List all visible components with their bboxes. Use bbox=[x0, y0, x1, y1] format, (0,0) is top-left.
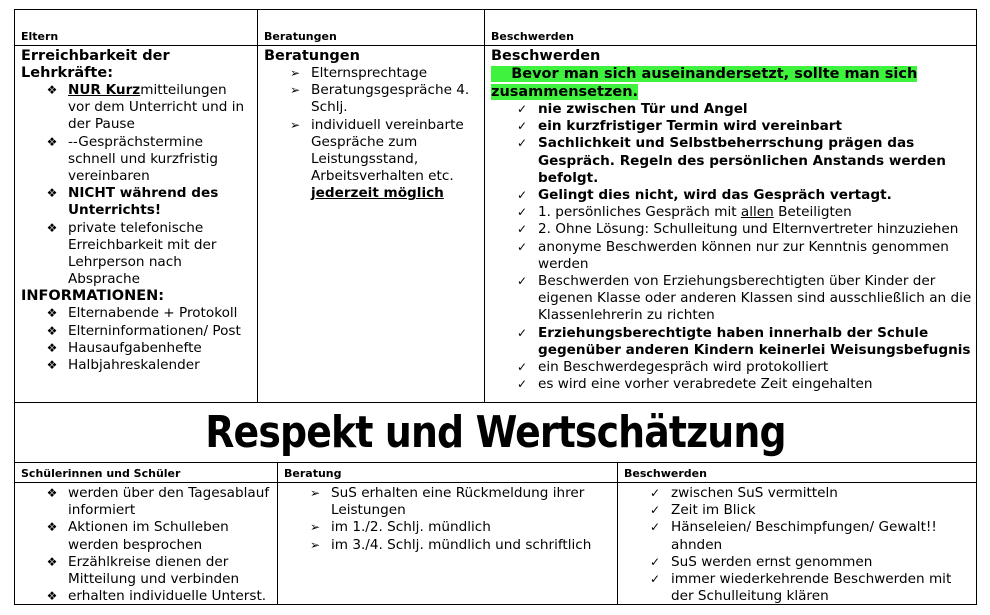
diamond-bullet-icon: ❖ bbox=[46, 589, 58, 604]
list-item: ✓ immer wiederkehrende Beschwerden mit der Schulleitung klären bbox=[649, 571, 952, 605]
column-header-eltern: Eltern bbox=[15, 28, 257, 46]
arrow-bullet-icon: ➢ bbox=[309, 537, 321, 552]
list-item: ✓ Zeit im Blick bbox=[649, 502, 756, 519]
banner-title: Respekt und Wertschätzung bbox=[205, 407, 786, 458]
list-item: ❖ Erzählkreise dienen der Mitteilung und verbinden bbox=[46, 553, 240, 588]
check-icon: ✓ bbox=[649, 554, 661, 569]
diamond-bullet-icon: ❖ bbox=[46, 83, 58, 97]
list-item: ❖ NUR Kurzmitteilungen vor dem Unterricht und in der Pause bbox=[46, 82, 245, 133]
list-beratung bbox=[284, 485, 611, 554]
list-item: ✓ nie zwischen Tür und Angel bbox=[516, 101, 748, 117]
check-icon: ✓ bbox=[516, 360, 528, 375]
column-header-beschwerden: Beschwerden bbox=[485, 28, 976, 46]
list-item: ✓ Beschwerden von Erziehungsberechtigten über Kinder der eigenen Klasse oder anderen Klassen sind ausschließlich an die Klassenlehrerin zu richten bbox=[516, 273, 972, 324]
list-item: ✓ Hänseleien/ Beschimpfungen/ Gewalt!! ahnden bbox=[649, 519, 937, 553]
highlighted-motto: Bevor man sich auseinandersetzt, sollte man sich zusammensetzen. bbox=[491, 66, 918, 100]
column-header-beschwerden-schueler: Beschwerden bbox=[618, 465, 976, 483]
check-icon: ✓ bbox=[516, 239, 528, 254]
arrow-bullet-icon: ➢ bbox=[309, 486, 321, 500]
check-icon: ✓ bbox=[516, 325, 528, 340]
diamond-bullet-icon: ❖ bbox=[46, 554, 58, 569]
diamond-bullet-icon: ❖ bbox=[46, 358, 58, 373]
check-icon: ✓ bbox=[649, 503, 661, 518]
list-erreichbarkeit bbox=[21, 82, 251, 288]
diamond-bullet-icon: ❖ bbox=[46, 220, 58, 235]
list-item: ✓ 1. persönliches Gespräch mit allen Beteiligten bbox=[516, 204, 852, 221]
list-beschwerden-schueler bbox=[624, 485, 970, 605]
cell-schueler bbox=[14, 462, 278, 605]
check-icon: ✓ bbox=[649, 486, 661, 500]
list-item: ❖ --Gesprächstermine schnell und kurzfristig vereinbaren bbox=[46, 133, 218, 185]
list-schueler bbox=[21, 485, 271, 605]
list-item: ➢ im 3./4. Schlj. mündlich und schriftlich bbox=[309, 536, 592, 553]
list-item: ❖ Halbjahreskalender bbox=[46, 357, 200, 374]
document-page bbox=[14, 9, 977, 605]
check-icon: ✓ bbox=[516, 136, 528, 151]
arrow-bullet-icon: ➢ bbox=[289, 83, 301, 98]
list-informationen bbox=[21, 305, 251, 374]
list-item: ✓ es wird eine vorher verabredete Zeit eingehalten bbox=[516, 376, 873, 393]
diamond-bullet-icon: ❖ bbox=[46, 340, 58, 355]
arrow-bullet-icon: ➢ bbox=[289, 66, 301, 80]
column-header-beratungen: Beratungen bbox=[258, 28, 484, 46]
subheading-beratungen: Beratungen bbox=[264, 48, 360, 64]
cell-beschwerden bbox=[484, 9, 977, 403]
list-item: ➢ SuS erhalten eine Rückmeldung ihrer Leistungen bbox=[309, 485, 585, 519]
banner-row bbox=[14, 403, 977, 462]
list-item: ❖ NICHT während des Unterrichts! bbox=[46, 185, 219, 219]
subheading-beschwerden: Beschwerden bbox=[491, 48, 601, 64]
list-item: ➢ Beratungsgespräche 4. Schlj. bbox=[289, 82, 470, 116]
column-header-beratung: Beratung bbox=[278, 465, 617, 483]
list-item: ✓ ein Beschwerdegespräch wird protokolliert bbox=[516, 359, 829, 376]
diamond-bullet-icon: ❖ bbox=[46, 306, 58, 321]
check-icon: ✓ bbox=[516, 119, 528, 134]
subheading-erreichbarkeit: Erreichbarkeit der Lehrkräfte: bbox=[21, 48, 170, 81]
list-item: ❖ Aktionen im Schulleben werden besprochen bbox=[46, 519, 229, 553]
cell-beschwerden-schueler bbox=[617, 462, 977, 605]
jederzeit-moeglich: jederzeit möglich bbox=[311, 185, 444, 202]
arrow-bullet-icon: ➢ bbox=[309, 520, 321, 535]
column-header-schueler: Schülerinnen und Schüler bbox=[15, 465, 277, 483]
diamond-bullet-icon: ❖ bbox=[46, 520, 58, 535]
list-item: ❖ Hausaufgabenhefte bbox=[46, 339, 202, 356]
list-beschwerden bbox=[491, 101, 972, 393]
list-item: ✓ Sachlichkeit und Selbstbeherrschung prägen das Gespräch. Regeln des persönlichen Anstands werden befolgt. bbox=[516, 135, 946, 186]
check-icon: ✓ bbox=[516, 274, 528, 289]
banner bbox=[14, 403, 977, 462]
cell-beratung bbox=[277, 462, 618, 605]
check-icon: ✓ bbox=[649, 520, 661, 535]
list-item: ➢ Elternsprechtage bbox=[289, 65, 428, 81]
list-item: ✓ Gelingt dies nicht, wird das Gespräch vertagt. bbox=[516, 187, 892, 204]
list-item: ➢ individuell vereinbarte Gespräche zum Leistungsstand, Arbeitsverhalten etc. jederzeit möglich bbox=[289, 116, 464, 202]
list-item: ❖ private telefonische Erreichbarkeit mit der Lehrperson nach Absprache bbox=[46, 219, 217, 288]
list-beratungen bbox=[264, 65, 478, 203]
list-item: ❖ erhalten individuelle Unterst. bbox=[46, 588, 267, 605]
check-icon: ✓ bbox=[516, 222, 528, 237]
list-item: ❖ Elterninformationen/ Post bbox=[46, 322, 241, 339]
list-item: ✓ anonyme Beschwerden können nur zur Kenntnis genommen werden bbox=[516, 238, 949, 272]
list-item: ❖ Elternabende + Protokoll bbox=[46, 305, 238, 322]
list-item: ✓ 2. Ohne Lösung: Schulleitung und Elternvertreter hinzuziehen bbox=[516, 221, 959, 238]
parents-table-row bbox=[14, 9, 977, 403]
check-icon: ✓ bbox=[649, 572, 661, 587]
cell-beratungen bbox=[257, 9, 485, 403]
list-item: ✓ Erziehungsberechtigte haben innerhalb der Schule gegenüber anderen Kindern keinerlei Weisungsbefugnis bbox=[516, 324, 971, 358]
check-icon: ✓ bbox=[516, 102, 528, 116]
diamond-bullet-icon: ❖ bbox=[46, 323, 58, 338]
list-item: ❖ werden über den Tagesablauf informiert bbox=[46, 485, 270, 519]
students-table-row bbox=[14, 462, 977, 605]
list-item: ✓ zwischen SuS vermitteln bbox=[649, 485, 838, 501]
check-icon: ✓ bbox=[516, 205, 528, 220]
list-item: ✓ SuS werden ernst genommen bbox=[649, 553, 873, 570]
diamond-bullet-icon: ❖ bbox=[46, 186, 58, 201]
diamond-bullet-icon: ❖ bbox=[46, 486, 58, 500]
cell-eltern bbox=[14, 9, 258, 403]
list-item: ➢ im 1./2. Schlj. mündlich bbox=[309, 519, 491, 536]
subheading-informationen: INFORMATIONEN: bbox=[21, 288, 165, 305]
list-item: ✓ ein kurzfristiger Termin wird vereinbart bbox=[516, 118, 842, 135]
check-icon: ✓ bbox=[516, 377, 528, 392]
check-icon: ✓ bbox=[516, 188, 528, 203]
diamond-bullet-icon: ❖ bbox=[46, 134, 58, 149]
arrow-bullet-icon: ➢ bbox=[289, 117, 301, 132]
